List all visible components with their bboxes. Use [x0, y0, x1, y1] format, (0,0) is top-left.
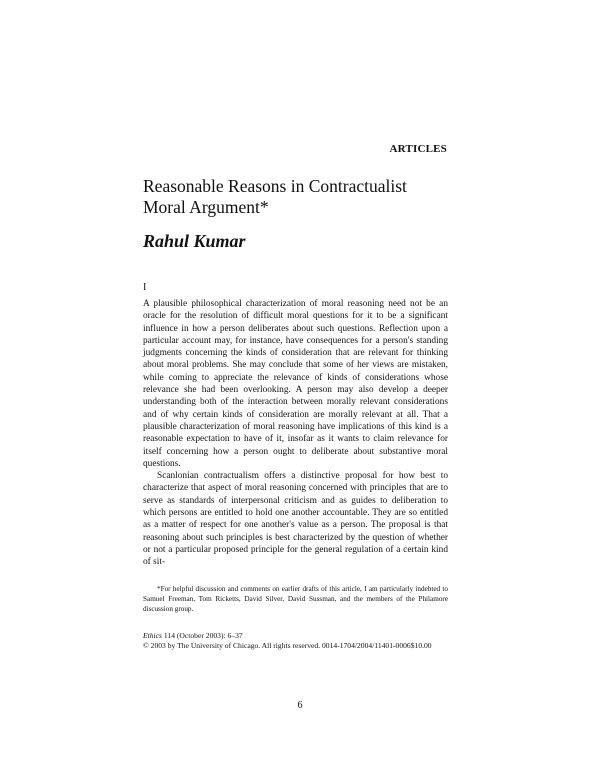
body-text — [143, 298, 448, 569]
footnote — [143, 585, 448, 614]
copyright-line: © 2003 by The University of Chicago. All rights reserved. 0014-1704/2004/11401-0006$10.00 — [143, 640, 432, 650]
title-line-1: Reasonable Reasons in Contractualist — [143, 176, 407, 196]
citation-line — [143, 631, 448, 641]
footnote-text: *For helpful discussion and comments on earlier drafts of this article, I am particularly indebted to Samuel Freeman, Tom Ricketts, David Silver, David Sussman, and the members of the Philamore discussion group. — [143, 585, 448, 613]
article-title — [143, 176, 463, 218]
journal-issue: 114 (October 2003): 6–37 — [161, 631, 243, 640]
citation-block — [143, 631, 448, 650]
section-label: ARTICLES — [389, 143, 447, 155]
title-line-2: Moral Argument* — [143, 197, 269, 217]
page-number: 6 — [297, 700, 303, 711]
body-paragraph-2: Scanlonian contractualism offers a distinctive proposal for how best to characterize that aspect of moral reasoning concerned with principles that are to serve as standards of interpersonal criticism and as guides to deliberation to which persons are entitled to hold one another accountable. They are so entitled as a matter of respect for one another's value as a person. The proposal is that reasoning about such principles is best characterized by the question of whether or not a particular proposed principle for the general regulation of a certain kind of sit- — [143, 471, 448, 568]
section-number: I — [143, 282, 147, 293]
journal-name: Ethics — [143, 631, 162, 640]
author-name: Rahul Kumar — [143, 231, 246, 251]
body-paragraph-1: A plausible philosophical characterization of moral reasoning need not be an oracle for the resolution of difficult moral questions for it to be a significant influence in how a person deliberates about such questions. Reflection upon a particular account may, for instance, have consequences for a person's standing judgments concerning the kinds of consideration that are relevant for thinking about moral problems. She may conclude that some of her views are mistaken, while coming to appreciate the relevance of kinds of considerations whose relevance she had been overlooking. A person may also develop a deeper understanding both of the interaction between morally relevant considerations and of why certain kinds of consideration are morally relevant at all. That a plausible characterization of moral reasoning have implications of this kind is a reasonable expectation to have of it, insofar as it wants to claim relevance for itself concerning how a person ought to deliberate about substantive moral questions. — [143, 299, 448, 469]
